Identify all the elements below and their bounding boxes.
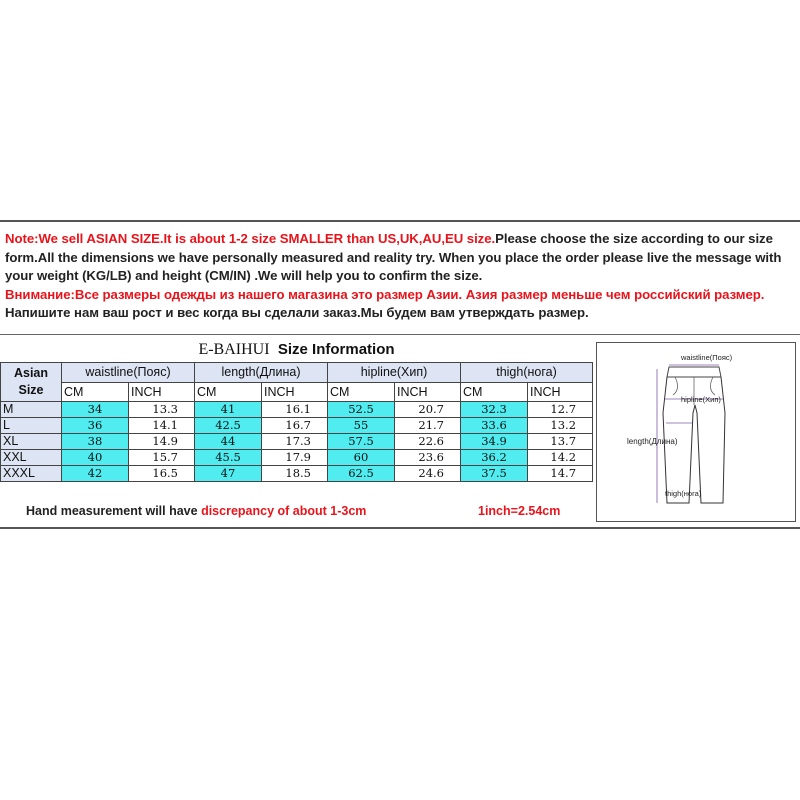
hipline-header: hipline(Хип): [328, 363, 461, 383]
cm-value-cell: 32.3: [461, 402, 528, 418]
cm-unit-header: CM: [461, 383, 528, 402]
inch-value-cell: 13.2: [528, 418, 593, 434]
cm-unit-header: CM: [328, 383, 395, 402]
thigh-header: thigh(нога): [461, 363, 593, 383]
table-row: [1, 450, 593, 466]
inch-value-cell: 20.7: [395, 402, 461, 418]
inch-unit-header: INCH: [528, 383, 593, 402]
inch-unit-header: INCH: [395, 383, 461, 402]
cm-value-cell: 42: [62, 466, 129, 482]
inch-value-cell: 13.3: [129, 402, 195, 418]
size-rows: [1, 402, 593, 482]
size-chart-panel: [0, 220, 800, 529]
discrepancy-value: discrepancy of about 1-3cm: [201, 504, 367, 518]
inch-value-cell: 14.7: [528, 466, 593, 482]
size-label: XL: [1, 434, 62, 450]
table-row: [1, 466, 593, 482]
cm-value-cell: 40: [62, 450, 129, 466]
asian-size-warning: Note:We sell ASIAN SIZE.It is about 1-2 size SMALLER than US,UK,AU,EU size.: [5, 231, 496, 246]
cm-value-cell: 62.5: [328, 466, 395, 482]
inch-value-cell: 13.7: [528, 434, 593, 450]
waistline-header: waistline(Пояс): [62, 363, 195, 383]
table-row: [1, 418, 593, 434]
inch-value-cell: 12.7: [528, 402, 593, 418]
cm-value-cell: 57.5: [328, 434, 395, 450]
size-notes: [5, 230, 795, 323]
cm-value-cell: 45.5: [195, 450, 262, 466]
size-table: [0, 338, 593, 482]
size-label: XXXL: [1, 466, 62, 482]
measurement-footer: [0, 500, 592, 522]
diagram-length-label: length(Длина): [627, 437, 678, 446]
size-instructions: Please choose the size according to our size form.All the dimensions we have personally measured and reality try. When you place the order please live the message with your weight (KG/LB) and height (CM/IN) .We will help you to confirm the size.: [5, 231, 782, 284]
inch-value-cell: 14.1: [129, 418, 195, 434]
russian-size-warning: Внимание:Все размеры одежды из нашего магазина это размер Азии. Азия размер меньше чем российский размер.: [5, 286, 765, 302]
cm-value-cell: 36.2: [461, 450, 528, 466]
pants-diagram: [596, 342, 796, 522]
table-row: [1, 434, 593, 450]
cm-value-cell: 34: [62, 402, 129, 418]
inch-value-cell: 16.7: [262, 418, 328, 434]
brand-name: E-BAIHUI: [198, 341, 270, 358]
cm-value-cell: 55: [328, 418, 395, 434]
inch-value-cell: 18.5: [262, 466, 328, 482]
table-title-text: Size Information: [277, 341, 395, 358]
inch-conversion: 1inch=2.54cm: [478, 504, 561, 518]
unit-header-row: [1, 383, 593, 402]
cm-unit-header: CM: [195, 383, 262, 402]
inch-value-cell: 23.6: [395, 450, 461, 466]
inch-value-cell: 24.6: [395, 466, 461, 482]
diagram-waist-label: waistline(Пояс): [681, 353, 733, 362]
cm-value-cell: 34.9: [461, 434, 528, 450]
table-row: [1, 402, 593, 418]
cm-value-cell: 52.5: [328, 402, 395, 418]
size-label: L: [1, 418, 62, 434]
section-divider: [0, 334, 800, 335]
cm-value-cell: 38: [62, 434, 129, 450]
size-label: XXL: [1, 450, 62, 466]
table-title: [1, 338, 593, 363]
size-table-container: [0, 338, 592, 482]
inch-unit-header: INCH: [129, 383, 195, 402]
size-label: M: [1, 402, 62, 418]
cm-value-cell: 41: [195, 402, 262, 418]
cm-value-cell: 33.6: [461, 418, 528, 434]
inch-unit-header: INCH: [262, 383, 328, 402]
inch-value-cell: 14.9: [129, 434, 195, 450]
inch-value-cell: 15.7: [129, 450, 195, 466]
discrepancy-text: Hand measurement will have: [26, 504, 202, 518]
cm-value-cell: 47: [195, 466, 262, 482]
length-header: length(Длина): [195, 363, 328, 383]
diagram-hip-label: hipline(Хип): [681, 395, 721, 404]
inch-value-cell: 17.3: [262, 434, 328, 450]
inch-value-cell: 16.5: [129, 466, 195, 482]
cm-value-cell: 42.5: [195, 418, 262, 434]
inch-value-cell: 16.1: [262, 402, 328, 418]
cm-value-cell: 60: [328, 450, 395, 466]
cm-value-cell: 36: [62, 418, 129, 434]
discrepancy-note: [26, 500, 366, 522]
inch-value-cell: 17.9: [262, 450, 328, 466]
inch-value-cell: 22.6: [395, 434, 461, 450]
cm-unit-header: CM: [62, 383, 129, 402]
cm-value-cell: 37.5: [461, 466, 528, 482]
cm-value-cell: 44: [195, 434, 262, 450]
russian-instructions: Напишите нам ваш рост и вес когда вы сделали заказ.Мы будем вам утверждать размер.: [5, 305, 589, 321]
asian-size-header: Asian Size: [1, 363, 62, 402]
inch-value-cell: 21.7: [395, 418, 461, 434]
inch-value-cell: 14.2: [528, 450, 593, 466]
diagram-thigh-label: thigh(нога): [665, 489, 702, 498]
